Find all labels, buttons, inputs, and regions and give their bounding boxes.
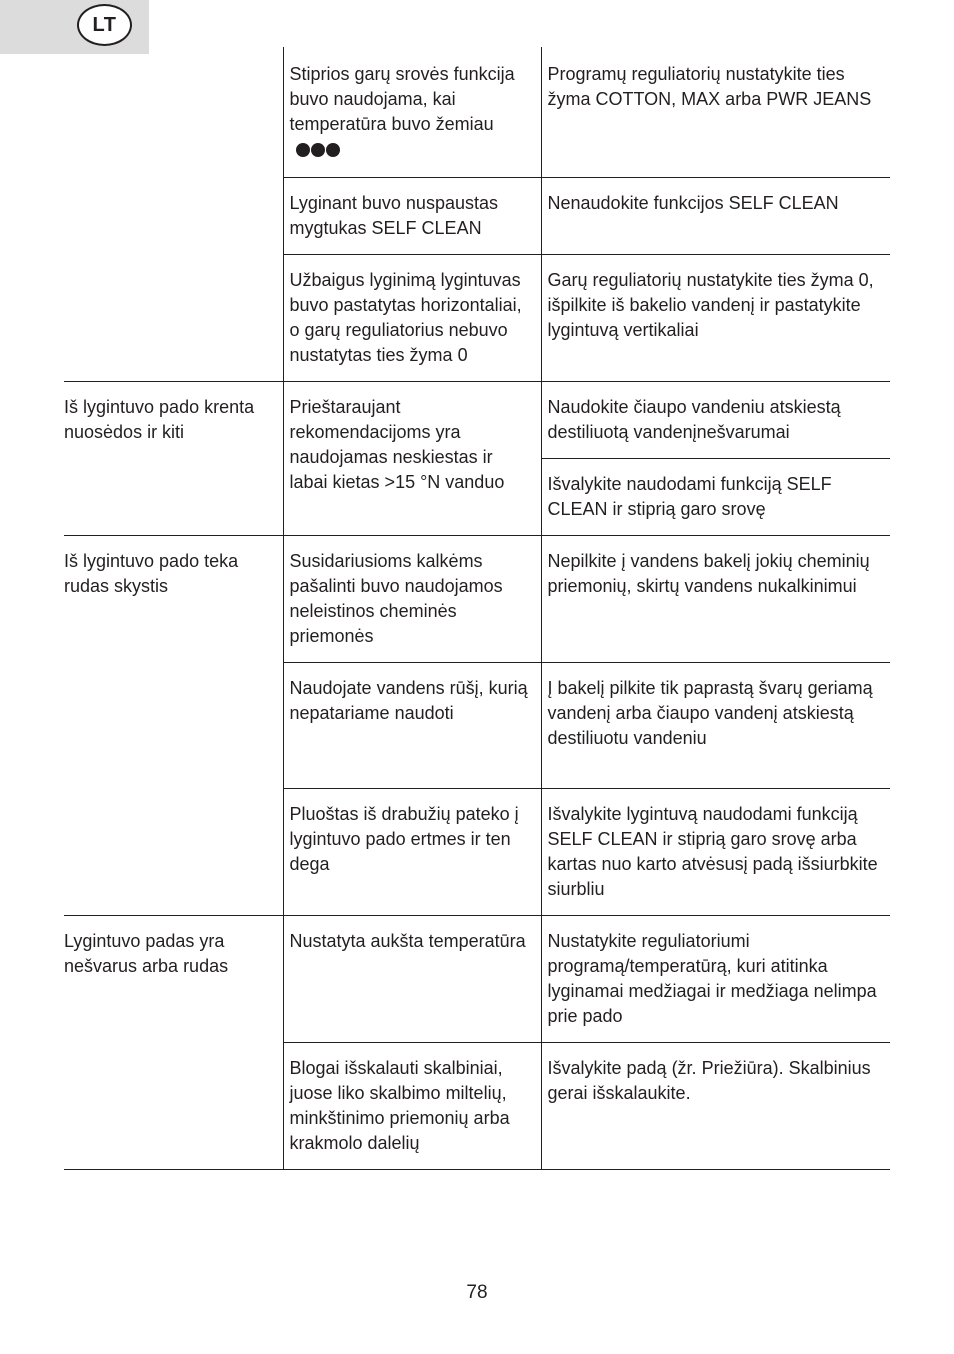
remedy-cell bbox=[541, 178, 890, 255]
remedy-cell bbox=[541, 916, 890, 1043]
remedy-text: Nepilkite į vandens bakelį jokių cheminių priemonių, skirtų vandens nukalkinimui bbox=[547, 551, 870, 596]
cause-cell bbox=[283, 178, 541, 255]
remedy-cell bbox=[541, 382, 890, 459]
cause-text: Naudojate vandens rūšį, kurią nepatariame naudoti bbox=[289, 678, 528, 723]
problem-text: Iš lygintuvo pado teka rudas skystis bbox=[64, 551, 239, 596]
cause-text: Pluoštas iš drabužių pateko į lygintuvo pado ertmes ir ten dega bbox=[289, 804, 519, 874]
remedy-cell bbox=[541, 789, 890, 916]
table-row bbox=[64, 536, 890, 663]
cause-text: Lyginant buvo nuspaustas mygtukas SELF CLEAN bbox=[289, 193, 498, 238]
problem-text: Lygintuvo padas yra nešvarus arba rudas bbox=[64, 931, 229, 976]
cause-cell bbox=[283, 1043, 541, 1170]
table-row bbox=[64, 916, 890, 1043]
language-tab bbox=[0, 0, 149, 54]
cause-cell bbox=[283, 255, 541, 382]
cause-text: Stiprios garų srovės funkcija buvo naudojama, kai temperatūra buvo žemiau bbox=[289, 64, 515, 134]
cause-cell bbox=[283, 916, 541, 1043]
cause-cell bbox=[283, 663, 541, 789]
remedy-text: Naudokite čiaupo vandeniu atskiestą destiliuotą vandenįnešvarumai bbox=[547, 397, 841, 442]
table-row bbox=[64, 382, 890, 459]
cause-text: Blogai išskalauti skalbiniai, juose liko skalbimo miltelių, minkštinimo priemonių arba krakmolo dalelių bbox=[289, 1058, 510, 1153]
language-badge: LT bbox=[77, 4, 132, 46]
remedy-cell bbox=[541, 459, 890, 536]
remedy-cell bbox=[541, 663, 890, 789]
remedy-text: Nenaudokite funkcijos SELF CLEAN bbox=[547, 193, 839, 213]
cause-cell bbox=[283, 382, 541, 536]
remedy-cell bbox=[541, 536, 890, 663]
remedy-text: Programų reguliatorių nustatykite ties žyma COTTON, MAX arba PWR JEANS bbox=[547, 64, 872, 109]
table-row bbox=[64, 47, 890, 178]
remedy-cell bbox=[541, 47, 890, 178]
cause-text: Prieštaraujant rekomendacijoms yra naudojamas neskiestas ir labai kietas >15 °N vanduo bbox=[289, 397, 505, 492]
cause-text: Nustatyta aukšta temperatūra bbox=[289, 931, 526, 951]
remedy-text: Garų reguliatorių nustatykite ties žyma 0, išpilkite iš bakelio vandenį ir pastatykite lygintuvą vertikaliai bbox=[547, 270, 874, 340]
three-dots-icon bbox=[296, 139, 341, 164]
problem-cell bbox=[64, 916, 283, 1170]
remedy-text: Į bakelį pilkite tik paprastą švarų geriamą vandenį arba čiaupo vandenį atskiestą destiliuotu vandeniu bbox=[547, 678, 873, 748]
cause-text: Užbaigus lyginimą lygintuvas buvo pastatytas horizontaliai, o garų reguliatorius nebuvo nustatytas ties žyma 0 bbox=[289, 270, 522, 365]
problem-cell bbox=[64, 536, 283, 916]
cause-cell bbox=[283, 47, 541, 178]
problem-cell bbox=[64, 382, 283, 536]
remedy-cell bbox=[541, 255, 890, 382]
problem-text: Iš lygintuvo pado krenta nuosėdos ir kiti bbox=[64, 397, 255, 442]
cause-text: Susidariusioms kalkėms pašalinti buvo naudojamos neleistinos cheminės priemonės bbox=[289, 551, 503, 646]
cause-cell bbox=[283, 536, 541, 663]
remedy-text: Išvalykite padą (žr. Priežiūra). Skalbinius gerai išskalaukite. bbox=[547, 1058, 871, 1103]
remedy-text: Nustatykite reguliatoriumi programą/temperatūrą, kuri atitinka lyginamai medžiagai ir medžiaga nelimpa prie pado bbox=[547, 931, 877, 1026]
problem-cell bbox=[64, 47, 283, 382]
remedy-text: Išvalykite lygintuvą naudodami funkciją SELF CLEAN ir stiprią garo srovę arba kartas nuo karto atvėsusį padą išsiurbkite siurbliu bbox=[547, 804, 878, 899]
cause-cell bbox=[283, 789, 541, 916]
remedy-text: Išvalykite naudodami funkciją SELF CLEAN ir stiprią garo srovę bbox=[547, 474, 832, 519]
troubleshooting-table bbox=[64, 47, 890, 1170]
page-number: 78 bbox=[466, 1282, 488, 1303]
remedy-cell bbox=[541, 1043, 890, 1170]
